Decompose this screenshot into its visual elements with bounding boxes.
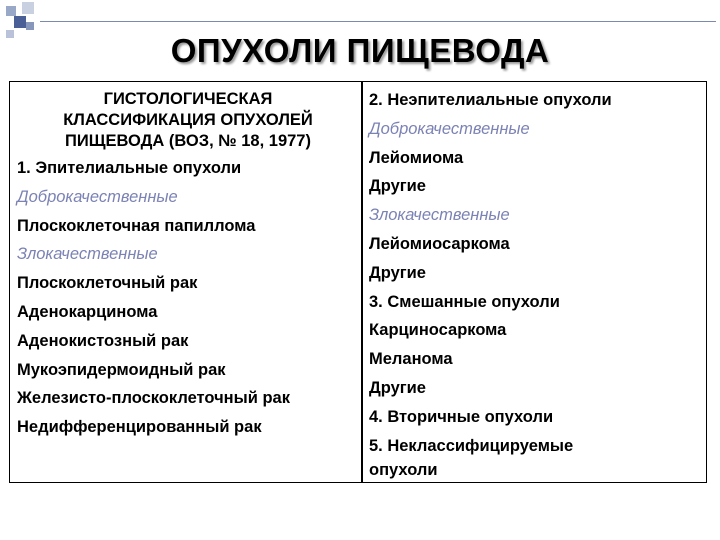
tumor-type-item: Лейомиома: [369, 148, 464, 167]
tumor-type-item: Карциносаркома: [369, 321, 507, 340]
tumor-type-item: Другие: [369, 263, 426, 282]
tumor-type-item: 5. Неклассифицируемые: [369, 436, 574, 455]
tumor-type-item: Плоскоклеточный рак: [17, 274, 198, 293]
tumor-type-item: Плоскоклеточная папиллома: [17, 216, 256, 235]
header-rule: [40, 21, 716, 22]
right-items: [369, 82, 703, 480]
tumor-type-item: Мукоэпидермоидный рак: [17, 360, 226, 379]
heading-line: ПИЩЕВОДА (ВОЗ, № 18, 1977): [65, 132, 311, 150]
tumor-type-item: Меланома: [369, 350, 453, 369]
decor-square: [14, 16, 26, 28]
tumor-type-item: 1. Эпителиальные опухоли: [17, 159, 242, 177]
tumor-type-item: Аденокарцинома: [17, 302, 158, 321]
left-items: [17, 154, 359, 442]
tumor-type-item: опухоли: [369, 461, 438, 480]
tumor-type-item: Железисто-плоскоклеточный рак: [17, 389, 290, 408]
tumor-type-item: Недифференцированный рак: [17, 418, 262, 437]
tumor-type-item: 3. Смешанные опухоли: [369, 292, 560, 311]
category-label: Доброкачественные: [369, 119, 530, 138]
right-column: [369, 82, 703, 480]
tumor-type-item: 2. Неэпителиальные опухоли: [369, 91, 612, 109]
slide-title: ОПУХОЛИ ПИЩЕВОДА: [170, 32, 550, 69]
tumor-type-item: Лейомиосаркома: [369, 234, 510, 253]
tumor-type-item: Аденокистозный рак: [17, 331, 189, 350]
column-divider: [361, 82, 363, 482]
decor-square: [26, 22, 34, 30]
tumor-type-item: Другие: [369, 177, 426, 196]
classification-table: [9, 81, 707, 483]
category-label: Доброкачественные: [17, 187, 178, 206]
classification-heading: [17, 82, 359, 154]
category-label: Злокачественные: [369, 206, 510, 225]
heading-line: КЛАССИФИКАЦИЯ ОПУХОЛЕЙ: [63, 111, 313, 129]
tumor-type-item: Другие: [369, 378, 426, 397]
left-column: [17, 82, 359, 442]
tumor-type-item: 4. Вторичные опухоли: [369, 407, 554, 426]
decor-square: [6, 6, 16, 16]
category-label: Злокачественные: [17, 245, 158, 264]
decor-square: [22, 2, 34, 14]
heading-line: ГИСТОЛОГИЧЕСКАЯ: [103, 90, 273, 108]
